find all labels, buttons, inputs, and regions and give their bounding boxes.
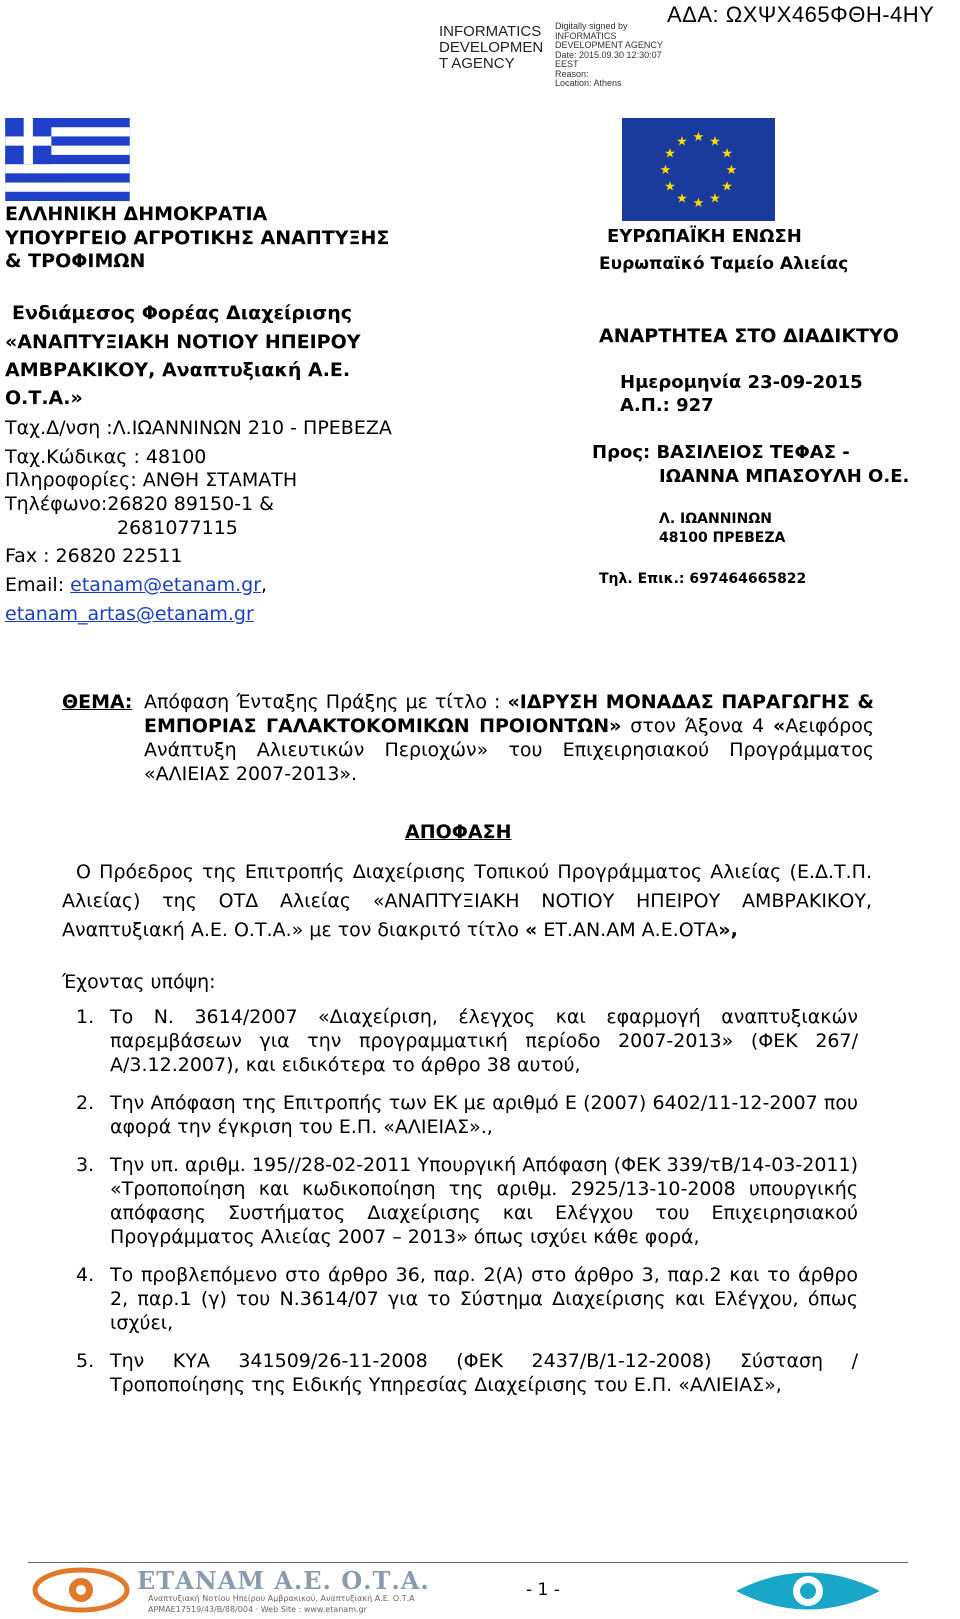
signature-issuer-line: INFORMATICS (439, 23, 542, 40)
list-item-text: Την Απόφαση της Επιτροπής των ΕΚ με αριθμό Ε (2007) 6402/11-12-2007 που αφορά την έγκριση του Ε.Π. «ΑΛΙΕΙΑΣ»., (110, 1092, 858, 1138)
eu-star-icon: ★ (664, 179, 676, 195)
signature-detail-line: INFORMATICS (555, 30, 617, 41)
list-item-number: 5. (76, 1350, 95, 1372)
ministry-title: ΥΠΟΥΡΓΕΙΟ ΑΓΡΟΤΙΚΗΣ ΑΝΑΠΤΥΞΗΣ (5, 227, 390, 249)
eu-star-icon: ★ (709, 191, 721, 207)
subject-label-wrap (62, 690, 144, 714)
considering-label: Έχοντας υπόψη: (62, 971, 216, 993)
ministry-title-cont: & ΤΡΟΦΙΜΩΝ (5, 250, 146, 272)
contact-person: Πληροφορίες: ΑΝΘΗ ΣΤΑΜΑΤΗ (5, 469, 298, 491)
signature-detail-line: Location: Athens (555, 78, 622, 88)
footer-registration: ΑΡΜΑΕ17519/43/Β/88/004 · Web Site : www.etanam.gr (148, 1605, 367, 1614)
ada-code: ΑΔΑ: ΩΧΨΧ465ΦΘΗ-4ΗΥ (667, 2, 935, 27)
footer-divider (28, 1562, 908, 1563)
list-item-number: 4. (76, 1264, 95, 1286)
signature-details (555, 22, 675, 89)
list-item (76, 1153, 858, 1249)
email-separator: , (261, 574, 268, 596)
eu-star-icon: ★ (709, 134, 721, 150)
list-item (76, 1349, 858, 1397)
intro-text: Ο Πρόεδρος της Επιτροπής Διαχείρισης Τοπικού Προγράμματος Αλιείας (Ε.Δ.Τ.Π. Αλιείας) της ΟΤΔ Αλιείας «ΑΝΑΠΤΥΞΙΑΚΗ ΝΟΤΙΟΥ ΗΠΕΙΡΟΥ ΑΜΒΡΑΚΙΚΟΥ, Αναπτυξιακή Α.Ε. Ο.Τ.Α.» με τον διακριτό τίτλο (62, 861, 872, 941)
post-online-note: ΑΝΑΡΤΗΤΕΑ ΣΤΟ ΔΙΑΔΙΚΤΥΟ (599, 325, 899, 347)
greek-flag-icon (5, 118, 130, 201)
republic-title: ΕΛΛΗΝΙΚΗ ΔΗΜΟΚΡΑΤΙΑ (5, 203, 268, 225)
list-item-text: Την υπ. αριθμ. 195//28-02-2011 Υπουργική Απόφαση (ΦΕΚ 339/τΒ/14-03-2011) «Τροποποίηση και κωδικοποίηση της αριθμ. 2925/13-10-2008 υπουργικής απόφασης Συστήματος Διαχείρισης και Ελέγχου του Επιχειρησιακού Προγράμματος Αλιείας 2007 – 2013» όπως ισχύει κάθε φορά, (110, 1154, 858, 1248)
page-number: - 1 - (526, 1580, 560, 1600)
managing-body-name-cont: ΑΜΒΡΑΚΙΚΟΥ, Αναπτυξιακή Α.Ε. (5, 359, 351, 381)
subject-text-1: Απόφαση Ένταξης Πράξης με τίτλο : (144, 691, 508, 713)
eu-star-icon: ★ (721, 146, 733, 162)
eu-star-icon: ★ (692, 130, 705, 145)
subject-text (144, 690, 874, 786)
signature-detail-line: EEST (555, 59, 579, 69)
list-item-text: Το Ν. 3614/2007 «Διαχείριση, έλεγχος και εφαρμογή αναπτυξιακών παρεμβάσεων για την προγραμματική περίοδο 2007-2013» (ΦΕΚ 267/Α/3.12.2007), και ειδικότερα το άρθρο 38 αυτού, (110, 1006, 858, 1076)
footer-eye-logo-icon (732, 1566, 884, 1616)
eu-star-icon: ★ (676, 134, 688, 150)
recipient-phone: Τηλ. Επικ.: 697464665822 (599, 571, 807, 587)
footer-logo-text: ΕΤΑΝΑΜ Α.Ε. Ο.Τ.Α. (137, 1566, 430, 1595)
eu-star-icon: ★ (659, 163, 672, 178)
decision-heading: ΑΠΟΦΑΣΗ (405, 821, 512, 843)
recipient-address: Λ. ΙΩΑΝΝΙΝΩΝ (659, 511, 772, 527)
fax: Fax : 26820 22511 (5, 545, 183, 567)
managing-body-name: «ΑΝΑΠΤΥΞΙΑΚΗ ΝΟΤΙΟΥ ΗΠΕΙΡΟΥ (5, 331, 361, 353)
fund-title: Ευρωπαϊκό Ταμείο Αλιείας (599, 254, 849, 274)
subject-label: ΘΕΜΑ: (62, 691, 133, 713)
managing-body-name-end: Ο.Τ.Α.» (5, 387, 83, 409)
list-item-number: 2. (76, 1092, 95, 1114)
list-item (76, 1091, 858, 1139)
footer-tagline: Αναπτυξιακή Νοτίου Ηπείρου Αμβρακικού, Αναπτυξιακή Α.Ε. Ο.Τ.Α (148, 1594, 415, 1603)
eu-star-icon: ★ (676, 191, 688, 207)
signature-issuer-line: T AGENCY (439, 55, 515, 72)
signature-detail-line: Digitally signed by (555, 21, 628, 31)
subject-text-2: στον Άξονα 4 (621, 715, 774, 737)
recipient: Προς: ΒΑΣΙΛΕΙΟΣ ΤΕΦΑΣ - (592, 442, 850, 463)
list-item (76, 1263, 858, 1335)
eu-star-icon: ★ (725, 163, 738, 178)
recipient-postcode: 48100 ΠΡΕΒΕΖΑ (659, 530, 786, 546)
subject-quote: « (773, 715, 786, 737)
address: Ταχ.Δ/νση :Λ.ΙΩΑΝΝΙΝΩΝ 210 - ΠΡΕΒΕΖΑ (5, 417, 392, 439)
subject-text-3: Αειφόρος Ανάπτυξη Αλιευτικών Περιοχών» του Επιχειρησιακού Προγράμματος «ΑΛΙΕΙΑΣ 2007-2013». (144, 715, 875, 785)
email-link-1[interactable]: etanam@etanam.gr (70, 574, 262, 596)
signature-detail-line: DEVELOPMENT AGENCY (555, 40, 663, 50)
protocol-number: Α.Π.: 927 (620, 395, 714, 416)
list-item-number: 1. (76, 1006, 95, 1028)
eu-flag-icon (622, 118, 775, 221)
intro-paragraph (62, 858, 872, 945)
signature-detail-line: Date: 2015.09.30 12:30:07 (555, 49, 662, 60)
subject-paragraph (62, 690, 874, 786)
phone-2: 2681077115 (117, 517, 238, 539)
email-label: Email: (5, 574, 65, 596)
signature-issuer (439, 24, 551, 72)
eu-star-icon: ★ (692, 196, 705, 211)
intro-quote-close: », (718, 919, 738, 941)
subject-project-title: «ΙΔΡΥΣΗ ΜΟΝΑΔΑΣ ΠΑΡΑΓΩΓΗΣ & ΕΜΠΟΡΙΑΣ ΓΑΛΑΚΤΟΚΟΜΙΚΩΝ ΠΡΟΙΟΝΤΩΝ» (144, 691, 874, 737)
email-line (5, 573, 267, 597)
subject-block (62, 690, 874, 786)
list-item-number: 3. (76, 1154, 95, 1176)
list-item-text: Την ΚΥΑ 341509/26-11-2008 (ΦΕΚ 2437/Β/1-12-2008) Σύσταση /Τροποποίησης της Ειδικής Υπηρεσίας Διαχείρισης του Ε.Π. «ΑΛΙΕΙΑΣ», (110, 1350, 858, 1396)
phone: Τηλέφωνο:26820 89150-1 & (5, 493, 274, 515)
postcode: Ταχ.Κώδικας : 48100 (5, 446, 207, 468)
document-date: Ημερομηνία 23-09-2015 (620, 372, 863, 393)
signature-detail-line: Reason: (555, 68, 589, 79)
eu-star-icon: ★ (721, 179, 733, 195)
eu-star-icon: ★ (664, 146, 676, 162)
considerations-list (76, 1005, 858, 1411)
list-item-text: Το προβλεπόμενο στο άρθρο 36, παρ. 2(Α) στο άρθρο 3, παρ.2 και το άρθρο 2, παρ.1 (γ) του Ν.3614/07 για το Σύστημα Διαχείρισης και Ελέγχου, όπως ισχύει, (110, 1264, 858, 1334)
intro-short-title: ΕΤ.ΑΝ.ΑΜ Α.Ε.ΟΤΑ (537, 919, 719, 941)
intro-quote-open: « (525, 919, 538, 941)
recipient-cont: ΙΩΑΝΝΑ ΜΠΑΣΟΥΛΗ Ο.Ε. (659, 466, 910, 487)
etanam-eye-logo-icon (30, 1566, 132, 1614)
list-item (76, 1005, 858, 1077)
managing-body-title: Ενδιάμεσος Φορέας Διαχείρισης (12, 302, 353, 324)
email-link-2[interactable]: etanam_artas@etanam.gr (5, 603, 254, 625)
signature-issuer-line: DEVELOPMEN (439, 39, 544, 56)
eu-title: ΕΥΡΩΠΑΪΚΗ ΕΝΩΣΗ (607, 226, 802, 247)
